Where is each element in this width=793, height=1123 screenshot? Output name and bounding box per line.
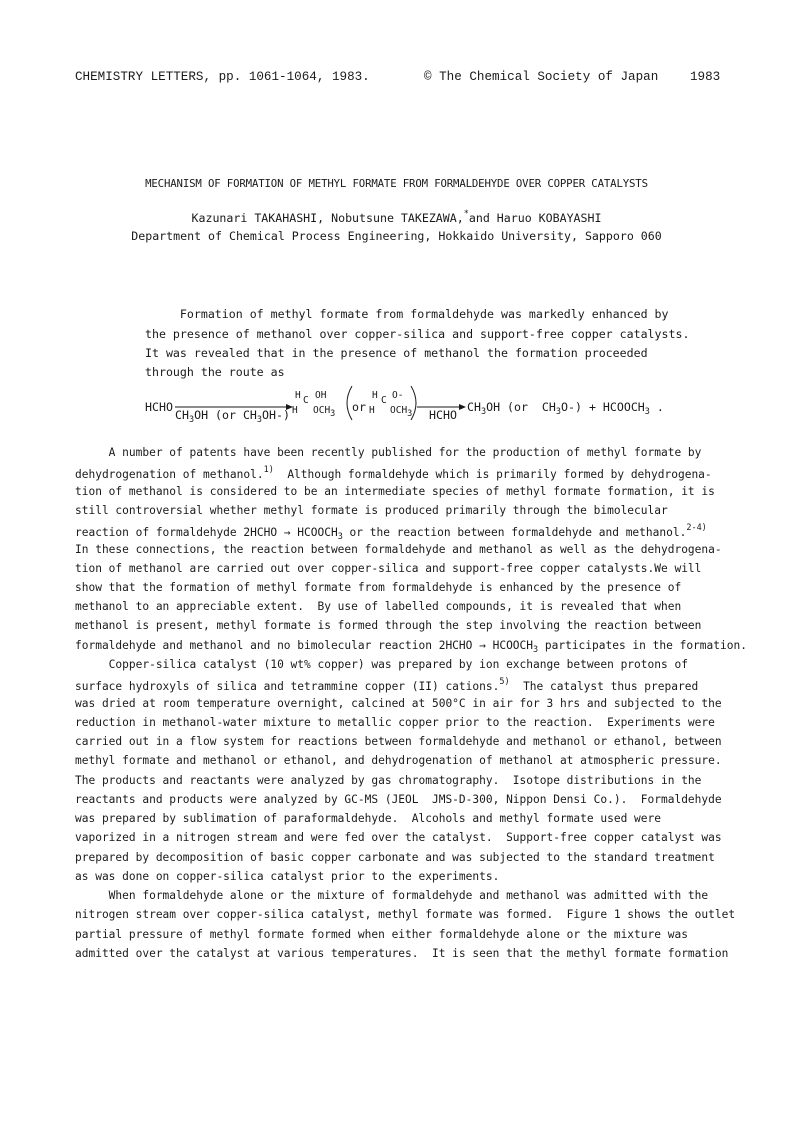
reference-marker: 5) xyxy=(499,677,510,687)
int2-h-top: H xyxy=(372,390,378,401)
abstract-line-3: It was revealed that in the presence of methanol the formation proceeded xyxy=(145,346,648,360)
affiliation: Department of Chemical Process Engineering, Hokkaido University, Sapporo 060 xyxy=(131,229,662,243)
author-2: Nobutsune TAKEZAWA, xyxy=(331,211,464,225)
reference-marker: 1) xyxy=(263,465,274,475)
int2-och3: OCH3 xyxy=(390,405,413,419)
scheme-reagent-2: HCHO xyxy=(429,408,457,422)
body-line: methanol to an appreciable extent. By use of labelled compounds, it is revealed that when xyxy=(75,600,682,613)
int2-h-bottom: H xyxy=(369,405,375,416)
int1-carbon: C xyxy=(303,395,309,406)
copyright-notice: © The Chemical Society of Japan xyxy=(424,70,659,84)
abstract-line-4: through the route as xyxy=(145,365,285,379)
body-line: partial pressure of methyl formate formed when either formaldehyde alone or the mixture was xyxy=(75,928,688,941)
int1-h-top: H xyxy=(295,390,301,401)
body-line: reaction of formaldehyde 2HCHO → $HCOOCH_3$ or the reaction between formaldehyde and methanol.$^{2-4)}$ xyxy=(75,523,707,542)
body-line: still controversial whether methyl formate is produced primarily through the bimolecular xyxy=(75,504,668,517)
scheme-products: $CH_3OH$ (or $CH_3O-$) + $HCOOCH_3$ . xyxy=(467,400,664,417)
author-line xyxy=(0,209,793,225)
body-line: When formaldehyde alone or the mixture of formaldehyde and methanol was admitted with the xyxy=(75,889,709,902)
body-line: A number of patents have been recently published for the production of methyl formate by xyxy=(75,446,702,459)
int1-och3: OCH3 xyxy=(313,405,336,419)
author-3: and Haruo KOBAYASHI xyxy=(468,211,602,225)
body-line: formaldehyde and methanol and no bimolecular reaction 2HCHO → $HCOOCH_3$ participates in the formation. xyxy=(75,639,747,655)
body-line: reduction in methanol-water mixture to metallic copper prior to the reaction. Experiments were xyxy=(75,716,715,729)
reaction-scheme xyxy=(145,390,665,425)
body-line: show that the formation of methyl formate from formaldehyde is enhanced by the presence of xyxy=(75,581,682,594)
body-line: carried out in a flow system for reactions between formaldehyde and methanol or ethanol, between xyxy=(75,735,722,748)
corresponding-author-mark: * xyxy=(463,209,469,219)
journal-citation: CHEMISTRY LETTERS, pp. 1061-1064, 1983. xyxy=(75,70,370,84)
abstract-line-2: the presence of methanol over copper-silica and support-free copper catalysts. xyxy=(145,327,690,341)
paper-title: MECHANISM OF FORMATION OF METHYL FORMATE FROM FORMALDEHYDE OVER COPPER CATALYSTS xyxy=(145,177,648,190)
body-line: vaporized in a nitrogen stream and were fed over the catalyst. Support-free copper catalyst was xyxy=(75,831,722,844)
body-line: The products and reactants were analyzed by gas chromatography. Isotope distributions in the xyxy=(75,774,702,787)
body-line: was prepared by sublimation of paraformaldehyde. Alcohols and methyl formate used were xyxy=(75,812,661,825)
body-line: methanol is present, methyl formate is formed through the step involving the reaction between xyxy=(75,619,702,632)
body-line: tion of methanol are carried out over copper-silica and support-free copper catalysts.We will xyxy=(75,562,702,575)
body-line: as was done on copper-silica catalyst prior to the experiments. xyxy=(75,870,500,883)
int2-carbon: C xyxy=(381,395,387,406)
body-line: In these connections, the reaction between formaldehyde and methanol as well as the dehydrogena- xyxy=(75,543,722,556)
body-line: methyl formate and methanol or ethanol, and dehydrogenation of methanol at atmospheric pressure. xyxy=(75,754,722,767)
body-line: admitted over the catalyst at various temperatures. It is seen that the methyl formate formation xyxy=(75,947,729,960)
int2-o-minus: O- xyxy=(392,390,404,401)
body-line: was dried at room temperature overnight, calcined at 500°C in air for 3 hrs and subjected to the xyxy=(75,697,722,710)
header-year: 1983 xyxy=(690,70,721,84)
scheme-reactant: HCHO xyxy=(145,400,173,414)
body-line: prepared by decomposition of basic copper carbonate and was subjected to the standard treatment xyxy=(75,851,715,864)
scheme-or: or xyxy=(352,400,366,414)
int1-h-bottom: H xyxy=(292,405,298,416)
scheme-reagent-1: $CH_3OH$ (or $CH_3OH-$) xyxy=(175,408,290,425)
body-line: tion of methanol is considered to be an intermediate species of methyl formate formation, it is xyxy=(75,485,715,498)
author-1: Kazunari TAKAHASHI, xyxy=(191,211,325,225)
body-line: dehydrogenation of methanol.$^{1)}$ Although formaldehyde which is primarily formed by dehydrogena- xyxy=(75,465,712,481)
body-line: surface hydroxyls of silica and tetrammine copper (II) cations.$^{5)}$ The catalyst thus prepared xyxy=(75,677,699,693)
abstract-line-1: Formation of methyl formate from formaldehyde was markedly enhanced by xyxy=(145,307,669,321)
body-line: nitrogen stream over copper-silica catalyst, methyl formate was formed. Figure 1 shows the outlet xyxy=(75,908,736,921)
body-line: Copper-silica catalyst (10 wt% copper) was prepared by ion exchange between protons of xyxy=(75,658,688,671)
reference-marker: 2-4) xyxy=(686,523,707,533)
int1-oh: OH xyxy=(315,390,327,401)
body-line: reactants and products were analyzed by GC-MS (JEOL JMS-D-300, Nippon Densi Co.). Formaldehyde xyxy=(75,793,722,806)
